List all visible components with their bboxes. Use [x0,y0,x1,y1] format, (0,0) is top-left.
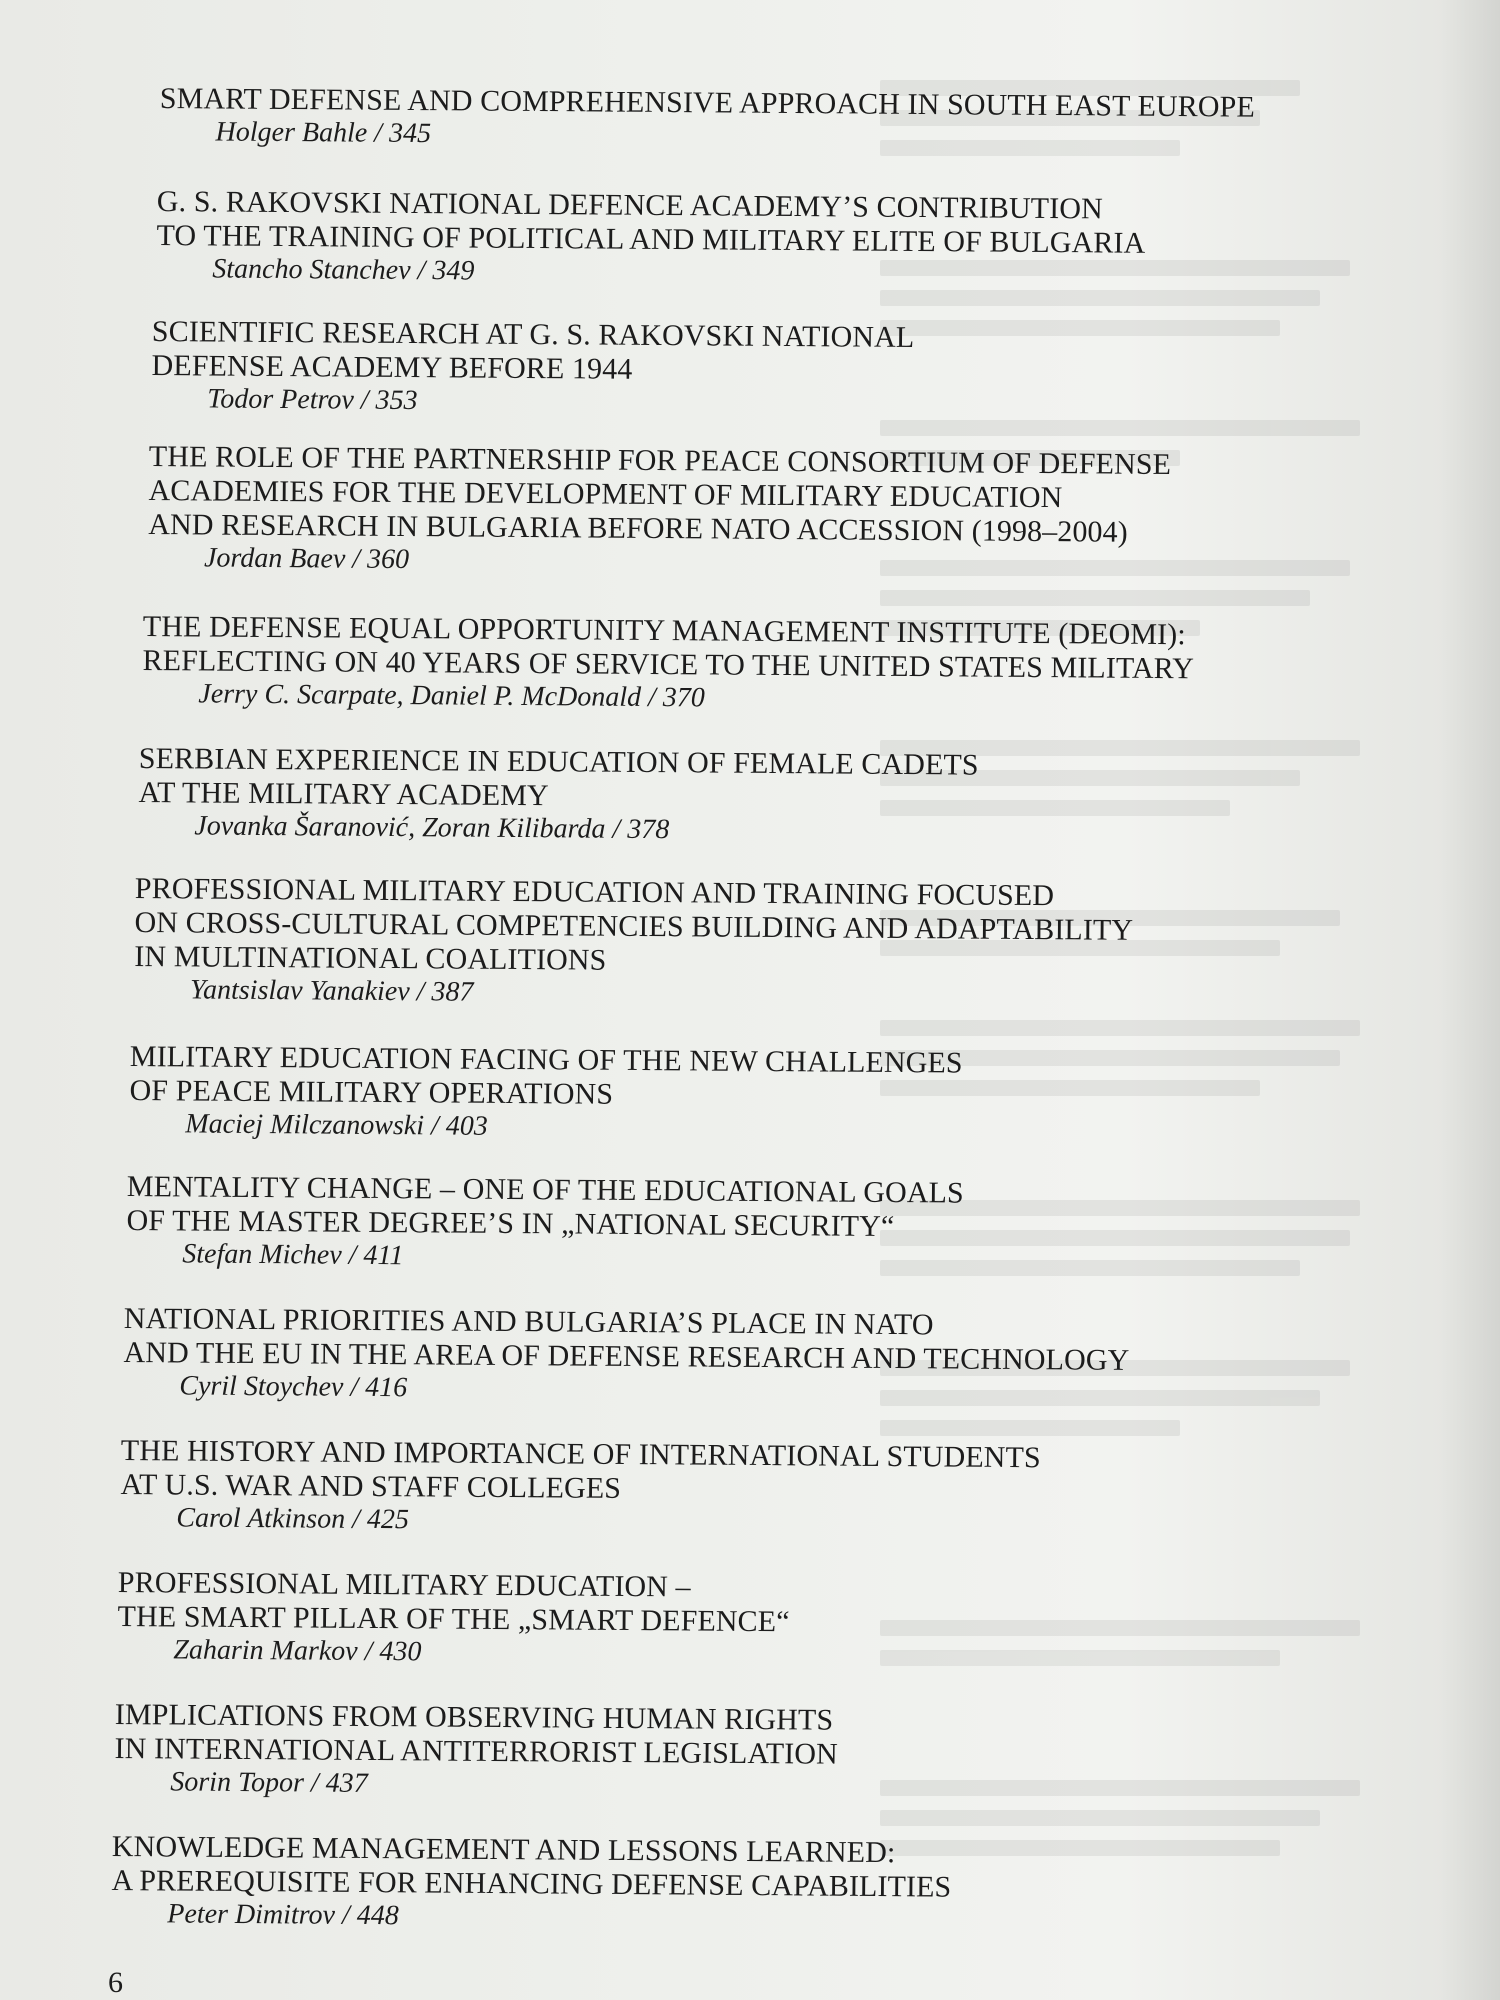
toc-entry[interactable] [148,440,1409,584]
toc-entry[interactable] [117,1566,1378,1676]
toc-entry-title: THE HISTORY AND IMPORTANCE OF INTERNATIONAL STUDENTS AT U.S. WAR AND STAFF COLLEGES [120,1434,1041,1505]
toc-entry-title: IMPLICATIONS FROM OBSERVING HUMAN RIGHTS IN INTERNATIONAL ANTITERRORIST LEGISLATION [114,1698,839,1771]
toc-entry-title: SERBIAN EXPERIENCE IN EDUCATION OF FEMALE CADETS AT THE MILITARY ACADEMY [138,742,979,813]
toc-entry-author: Yantsislav Yanakiev / 387 [189,974,474,1008]
page-edge-shadow [1440,0,1500,2000]
toc-entry-author: Maciej Milczanowski / 403 [185,1108,488,1142]
toc-entry[interactable] [111,1830,1372,1940]
toc-entry[interactable] [120,1434,1381,1544]
toc-entry-title: KNOWLEDGE MANAGEMENT AND LESSONS LEARNED: A PREREQUISITE FOR ENHANCING DEFENSE CAPABILITIES [111,1830,952,1904]
toc-entry-author: Holger Bahle / 345 [215,116,432,150]
toc-entry[interactable] [142,610,1403,720]
toc-entry-author: Jovanka Šaranović, Zoran Kilibarda / 378 [194,810,670,846]
toc-entry[interactable] [159,82,1419,158]
toc-entry-title: NATIONAL PRIORITIES AND BULGARIA’S PLACE IN NATO AND THE EU IN THE AREA OF DEFENSE RESEARCH AND TECHNOLOGY [123,1302,1130,1377]
toc-entry-author: Zaharin Markov / 430 [173,1634,422,1668]
toc-entry-title: SCIENTIFIC RESEARCH AT G. S. RAKOVSKI NATIONAL DEFENSE ACADEMY BEFORE 1944 [151,315,915,386]
page-number: 6 [108,1966,123,1999]
toc-entry-title: G. S. RAKOVSKI NATIONAL DEFENCE ACADEMY’S CONTRIBUTION TO THE TRAINING OF POLITICAL AND MILITARY ELITE OF BULGARIA [156,185,1146,260]
toc-entry-title: THE DEFENSE EQUAL OPPORTUNITY MANAGEMENT INSTITUTE (DEOMI): REFLECTING ON 40 YEARS OF SERVICE TO THE UNITED STATES MILITARY [142,610,1195,686]
toc-entry-author: Stancho Stanchev / 349 [212,253,475,287]
toc-entry-author: Jerry C. Scarpate, Daniel P. McDonald / 370 [198,678,705,714]
toc-entry-author: Jordan Baev / 360 [203,542,410,576]
toc-entry[interactable] [134,872,1395,1016]
toc-entry-author: Carol Atkinson / 425 [176,1502,410,1536]
toc-entry-title: MILITARY EDUCATION FACING OF THE NEW CHALLENGES OF PEACE MILITARY OPERATIONS [129,1040,963,1111]
toc-entry[interactable] [129,1040,1390,1150]
toc-entry-title: MENTALITY CHANGE – ONE OF THE EDUCATIONAL GOALS OF THE MASTER DEGREE’S IN „NATIONAL SECURITY“ [126,1170,964,1244]
toc-entry-author: Cyril Stoychev / 416 [179,1370,408,1404]
toc-entry-title: THE ROLE OF THE PARTNERSHIP FOR PEACE CONSORTIUM OF DEFENSE ACADEMIES FOR THE DEVELOPMENT OF MILITARY EDUCATION AND RESEARCH IN BULGARIA BEFORE NATO ACCESSION (1998–2004) [148,440,1172,549]
toc-entry[interactable] [126,1170,1387,1280]
toc-entry-title: SMART DEFENSE AND COMPREHENSIVE APPROACH IN SOUTH EAST EUROPE [159,82,1255,124]
toc-entry-author: Peter Dimitrov / 448 [167,1898,399,1932]
toc-entry-author: Sorin Topor / 437 [170,1766,368,1799]
toc-entry-title: PROFESSIONAL MILITARY EDUCATION – THE SMART PILLAR OF THE „SMART DEFENCE“ [117,1566,790,1639]
toc-entry[interactable] [138,742,1399,852]
toc-entry[interactable] [151,315,1412,425]
toc-entry-author: Todor Petrov / 353 [207,383,418,417]
toc-entry[interactable] [123,1302,1384,1412]
toc-entry-title: PROFESSIONAL MILITARY EDUCATION AND TRAINING FOCUSED ON CROSS-CULTURAL COMPETENCIES BUILDING AND ADAPTABILITY IN MULTINATIONAL COALITIONS [134,872,1134,977]
toc-entry[interactable] [114,1698,1375,1808]
toc-entry[interactable] [156,185,1417,295]
toc-entry-author: Stefan Michev / 411 [182,1238,404,1272]
